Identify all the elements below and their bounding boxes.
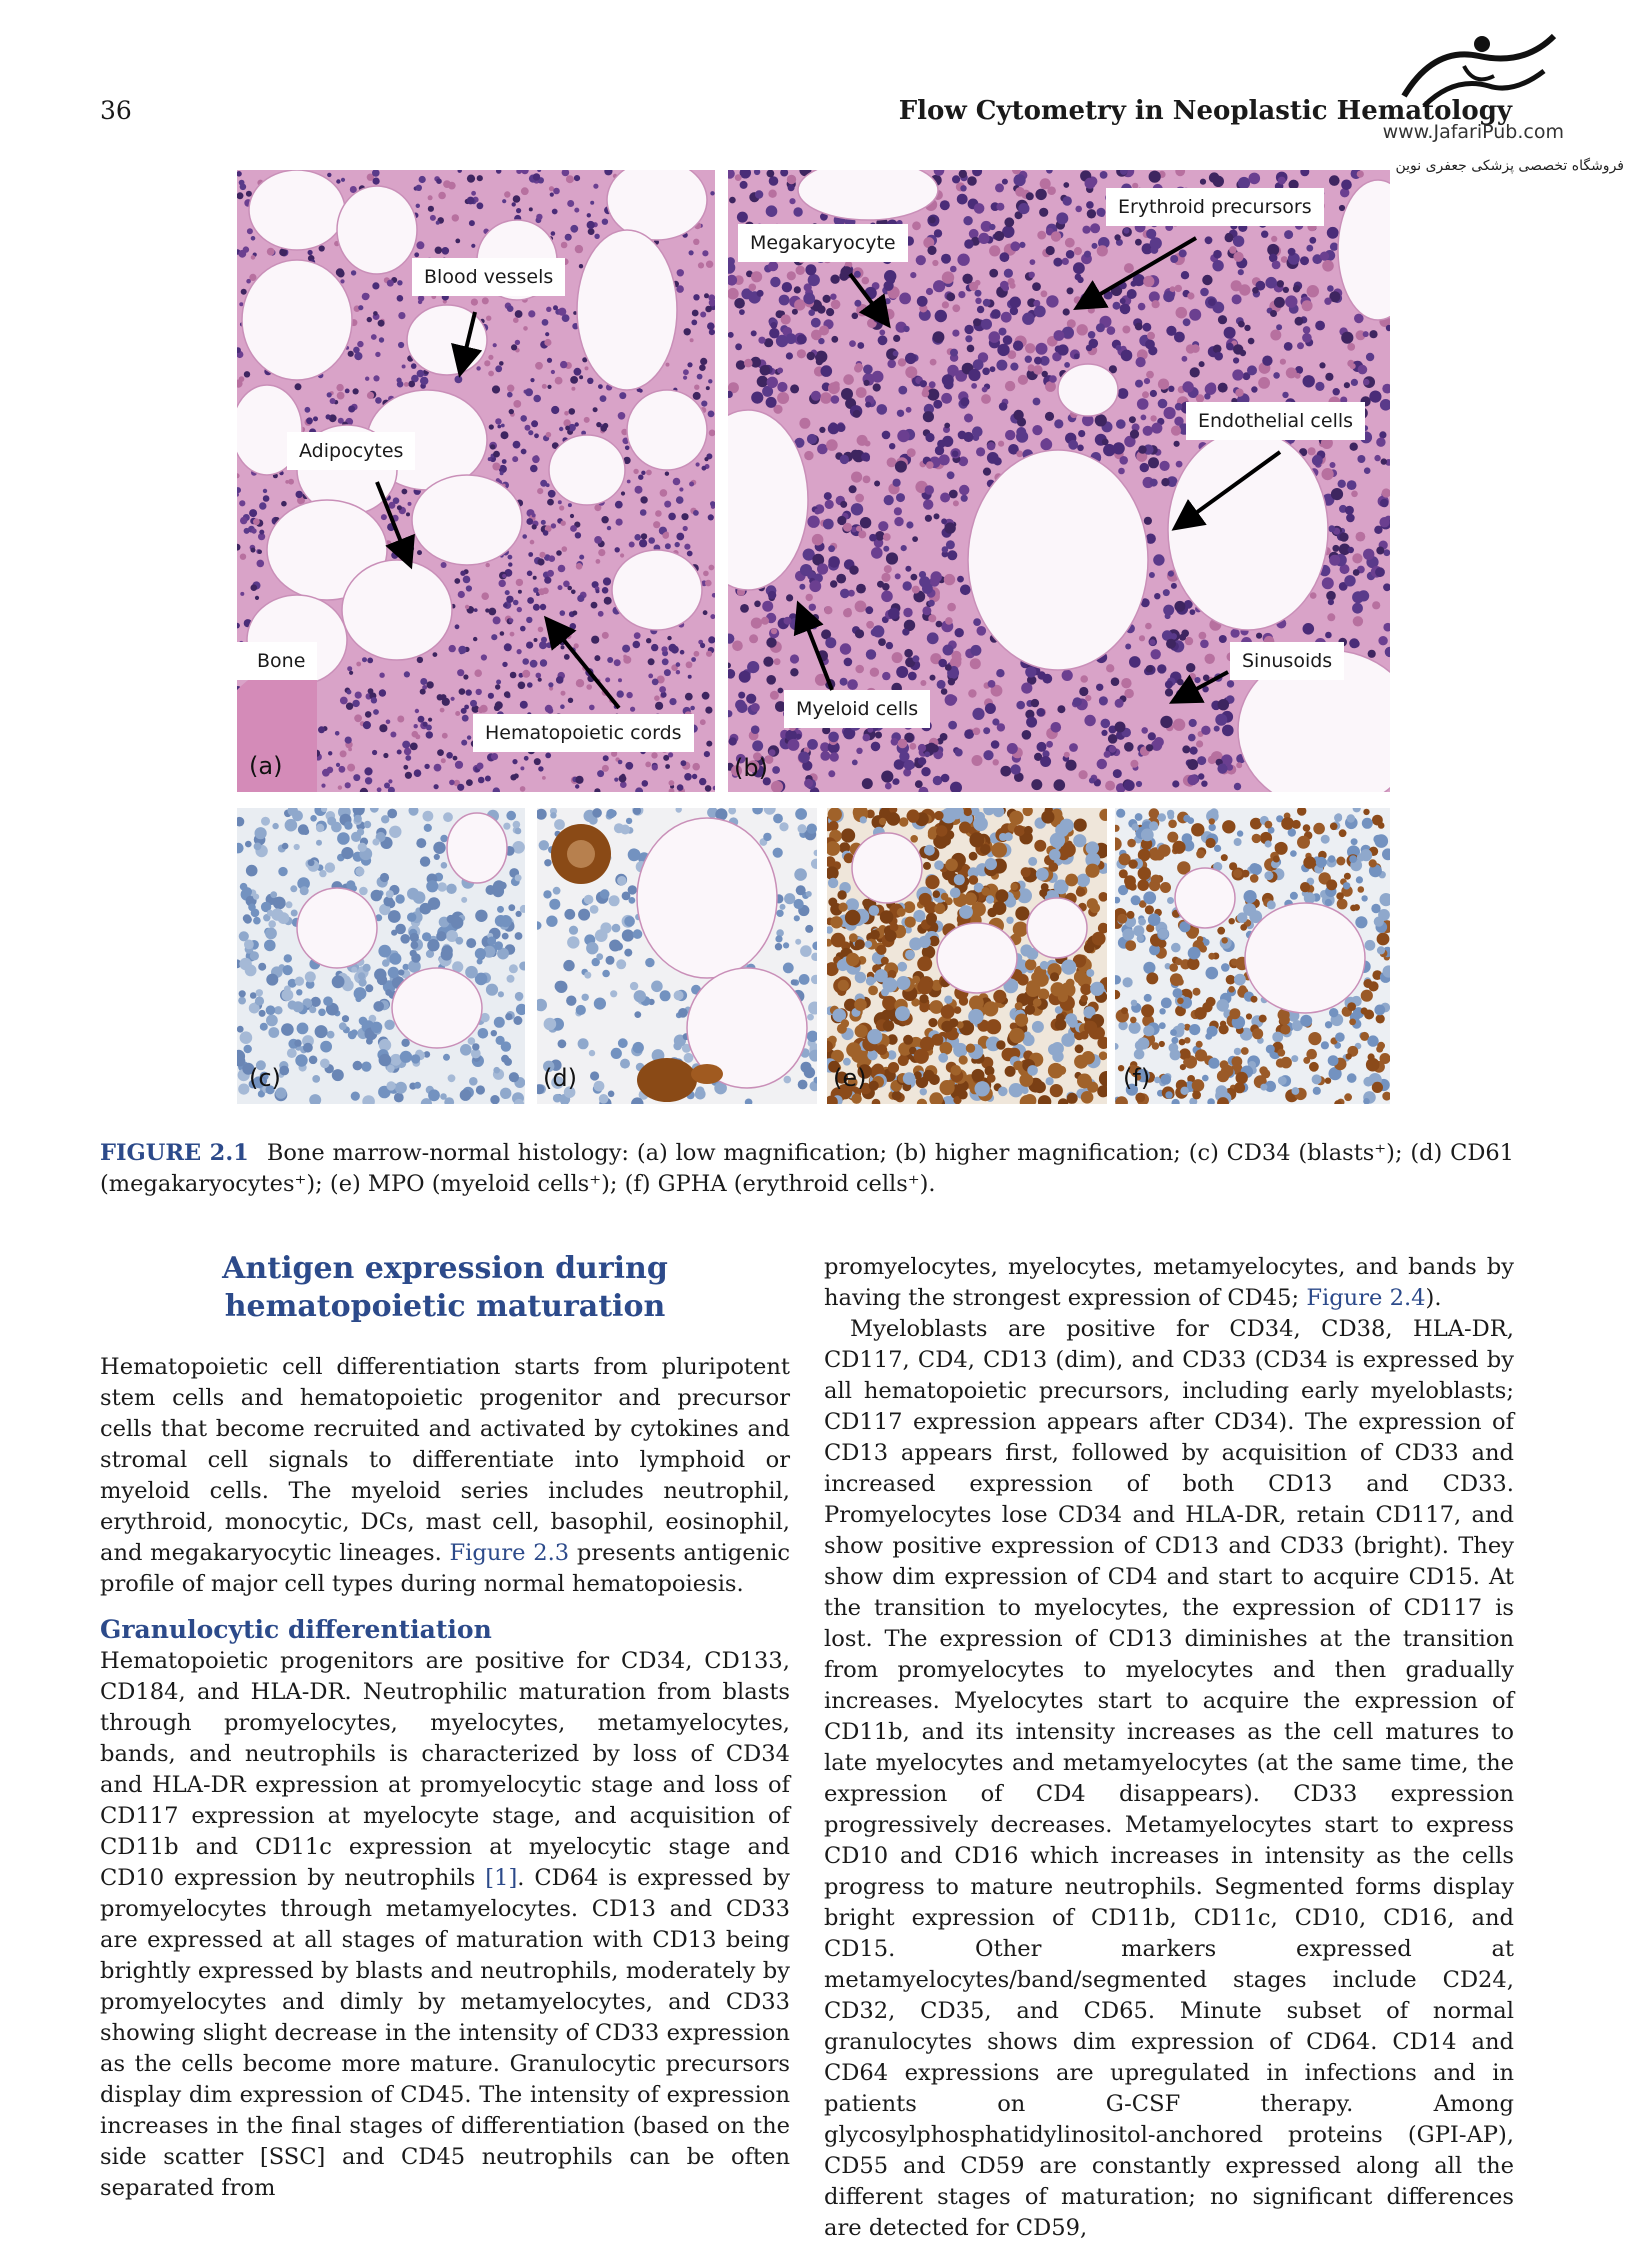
panel-letter-e: (e) — [833, 1064, 867, 1092]
label-endothelial-cells: Endothelial cells — [1186, 402, 1365, 440]
label-megakaryocyte: Megakaryocyte — [738, 224, 908, 262]
panel-b-arrows — [728, 170, 1390, 792]
figure-panel-a — [237, 170, 715, 792]
reference-1-link[interactable]: [1] — [485, 1865, 518, 1891]
panel-letter-b: (b) — [734, 754, 768, 782]
label-bone: Bone — [237, 642, 317, 680]
label-adipocytes: Adipocytes — [287, 432, 415, 470]
intro-paragraph: Hematopoietic cell differentiation starts from pluripotent stem cells and hematopoietic progenitor and precursor cells that become recruited and activated by cytokines and stromal cell signals to differentiate into lymphoid or myeloid cells. The myeloid series includes neutrophil, erythroid, monocytic, DCs, mast cell, basophil, eosinophil, and megakaryocytic lineages. Figure 2.3 presents antigenic profile of major cell types during normal hematopoiesis. — [100, 1354, 790, 1597]
panel-letter-d: (d) — [543, 1064, 577, 1092]
publisher-watermark — [1382, 26, 1624, 186]
ihc-cd61-image — [537, 808, 817, 1104]
right-paragraph-2: Myeloblasts are positive for CD34, CD38, HLA-DR, CD117, CD4, CD13 (dim), and CD33 (CD34 is expressed by all hematopoietic precursors, including early myeloblasts; CD117 expression appears after CD34). The expression of CD13 appears first, followed by acquisition of CD33 and increased expression of both CD13 and CD33. Promyelocytes lose CD34 and HLA-DR, retain CD117, and show positive expression of CD13 and CD33 (bright). They show dim expression of CD4 and start to acquire CD15. At the transition to myelocytes, the expression of CD117 is lost. The expression of CD13 diminishes at the transition from promyelocytes to myelocytes and then gradually increases. Myelocytes start to acquire the expression of CD11b, and its intensity increases as the cell matures to late myelocytes and metamyelocytes (at the same time, the expression of CD4 disappears). CD33 expression progressively decreases. Metamyelocytes start to express CD10 and CD16 which increases in intensity as the cells progress to mature neutrophils. Segmented forms display bright expression of CD11b, CD11c, CD10, CD16, and CD15. Other markers expressed at metamyelocytes/band/segmented stages include CD24, CD32, CD35, and CD65. Minute subset of normal granulocytes shows dim expression of CD64. CD14 and CD64 expressions are upregulated in infections and in patients on G-CSF therapy. Among glycosylphosphatidylinositol-anchored proteins (GPI-AP), CD55 and CD59 are constantly expressed along all the different stages of maturation; no significant differences are detected for CD59, — [824, 1316, 1514, 2241]
label-erythroid-precursors: Erythroid precursors — [1106, 188, 1324, 226]
figure-caption — [100, 1138, 1514, 1200]
figure-panel-c — [237, 808, 525, 1104]
figure-caption-text: Bone marrow-normal histology: (a) low magnification; (b) higher magnification; (c) CD34 (blasts⁺); (d) CD61 (megakaryocytes⁺); (e) MPO (myeloid cells⁺); (f) GPHA (erythroid cells⁺). — [100, 1140, 1514, 1197]
page-number: 36 — [100, 96, 132, 125]
label-blood-vessels: Blood vessels — [412, 258, 565, 296]
label-myeloid-cells: Myeloid cells — [784, 690, 930, 728]
section-heading: Antigen expression during hematopoietic maturation — [222, 1251, 668, 1324]
publisher-url: www.JafariPub.com — [1382, 121, 1564, 143]
right-paragraph-1: promyelocytes, myelocytes, metamyelocytes, and bands by having the strongest expression of CD45; Figure 2.4). — [824, 1254, 1514, 1311]
figure-panel-e — [827, 808, 1107, 1104]
figure-panel-f — [1115, 808, 1390, 1104]
granulocytic-paragraph: Hematopoietic progenitors are positive for CD34, CD133, CD184, and HLA-DR. Neutrophilic maturation from blasts through promyelocytes, myelocytes, metamyelocytes, bands, and neutrophils is characterized by loss of CD34 and HLA-DR expression at promyelocytic stage and loss of CD117 expression at myelocyte stage, and acquisition of CD11b and CD11c expression at myelocytic stage and CD10 expression by neutrophils [1]. CD64 is expressed by promyelocytes through metamyelocytes. CD13 and CD33 are expressed at all stages of maturation with CD13 being brightly expressed by blasts and neutrophils, moderately by promyelocytes and dimly by metamyelocytes, and CD33 showing slight decrease in the intensity of CD33 expression as the cells become more mature. Granulocytic precursors display dim expression of CD45. The intensity of expression increases in the final stages of differentiation (based on the side scatter [SSC] and CD45 neutrophils can be often separated from — [100, 1648, 790, 2201]
publisher-logo-icon — [1394, 26, 1564, 121]
figure-2-3-link[interactable]: Figure 2.3 — [449, 1540, 570, 1566]
figure-caption-number: FIGURE 2.1 — [100, 1140, 249, 1166]
publisher-persian-name: فروشگاه تخصصی پزشکی جعفری نوین — [1395, 158, 1624, 174]
ihc-mpo-image — [827, 808, 1107, 1104]
label-hematopoietic-cords: Hematopoietic cords — [473, 714, 694, 752]
panel-letter-a: (a) — [249, 752, 283, 780]
body-column-left — [100, 1250, 790, 2204]
label-sinusoids: Sinusoids — [1230, 642, 1344, 680]
figure-panel-b — [728, 170, 1390, 792]
figure-2-4-link[interactable]: Figure 2.4 — [1306, 1285, 1426, 1311]
subheading-granulocytic: Granulocytic differentiation — [100, 1615, 492, 1644]
figure-panel-d — [537, 808, 817, 1104]
panel-letter-f: (f) — [1123, 1064, 1151, 1092]
running-head: Flow Cytometry in Neoplastic Hematology — [898, 96, 1512, 126]
panel-a-arrows — [237, 170, 715, 792]
body-column-right — [824, 1252, 1514, 2244]
panel-letter-c: (c) — [249, 1064, 281, 1092]
ihc-gpha-image — [1115, 808, 1390, 1104]
ihc-cd34-image — [237, 808, 525, 1104]
